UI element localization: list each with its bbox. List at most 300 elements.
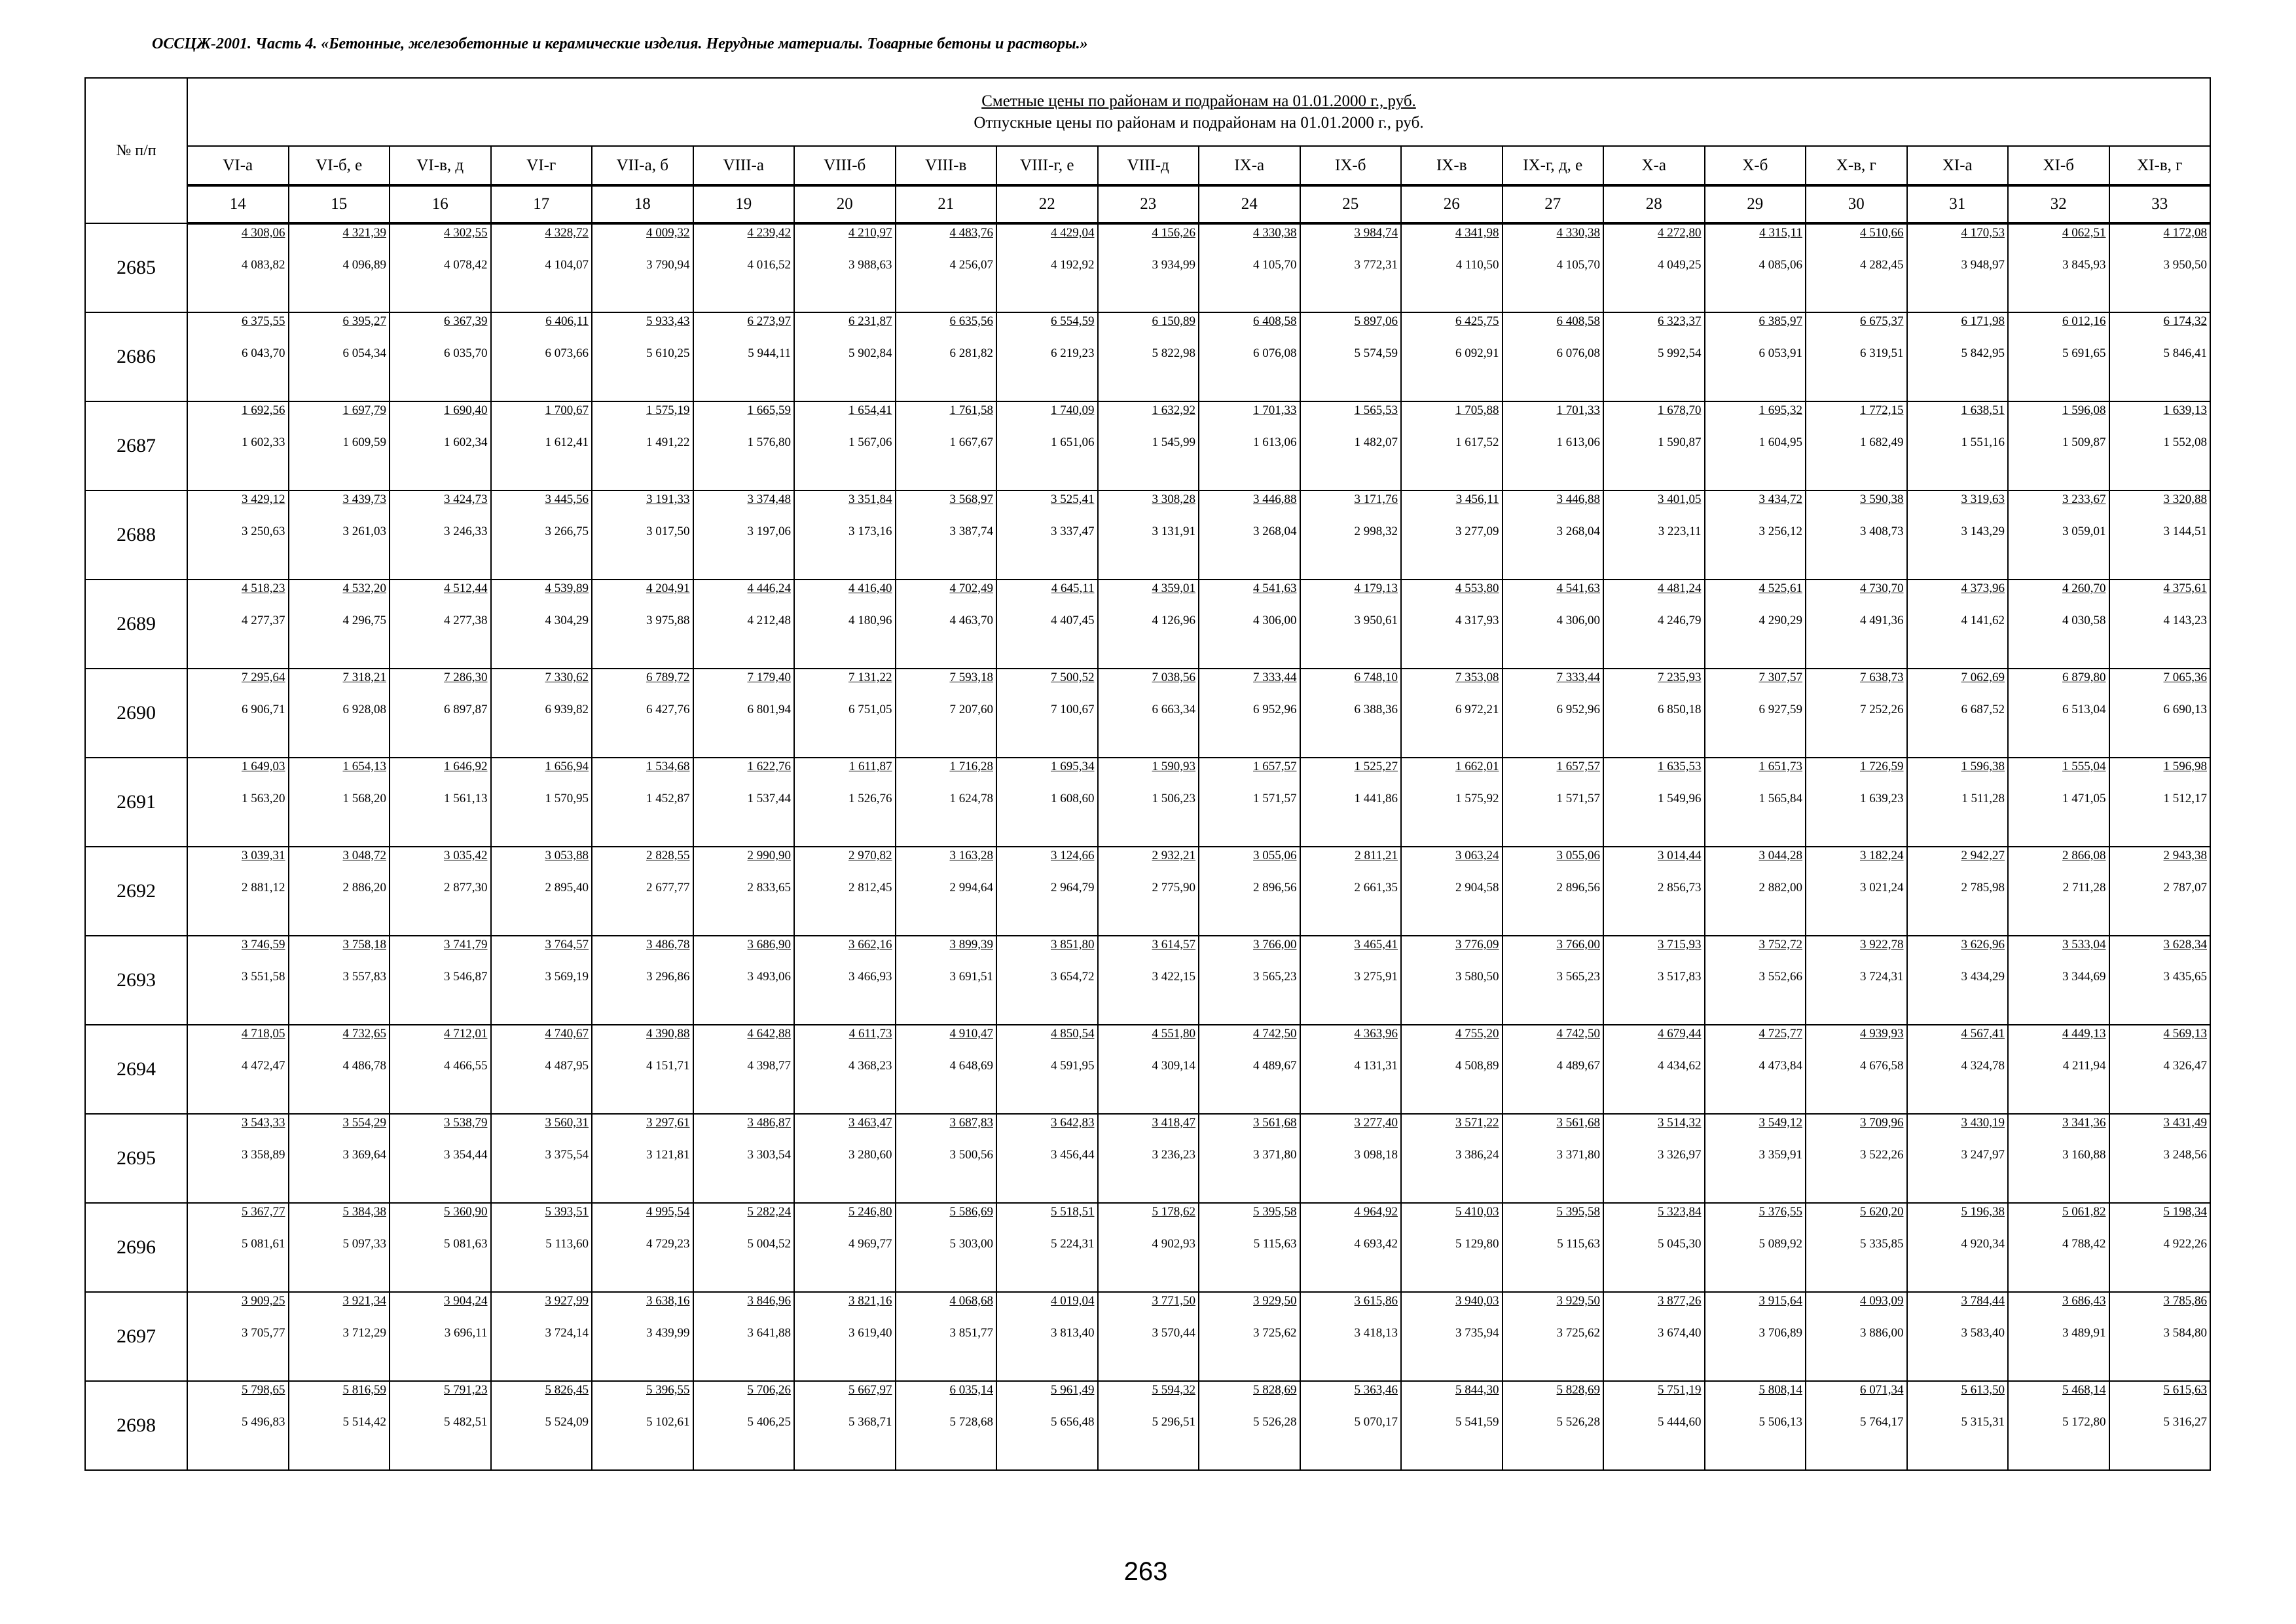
column-number: 19 (693, 185, 795, 223)
price-cell (1503, 936, 1604, 1025)
table-row (85, 312, 2210, 401)
release-price: 6 751,05 (848, 703, 892, 716)
estimated-price: 7 330,62 (545, 671, 589, 684)
estimated-price: 4 359,01 (1152, 581, 1195, 595)
release-price: 4 676,58 (1860, 1059, 1904, 1073)
estimated-price: 2 811,21 (1355, 849, 1398, 862)
release-price: 4 729,23 (646, 1237, 690, 1251)
release-price: 3 236,23 (1152, 1148, 1195, 1162)
price-cell (1503, 758, 1604, 847)
district-header: VI-а (187, 146, 289, 185)
price-cell (1503, 1381, 1604, 1470)
price-cell (996, 1381, 1098, 1470)
price-cell (996, 936, 1098, 1025)
estimated-price: 5 178,62 (1152, 1205, 1195, 1219)
estimated-price: 3 429,12 (242, 492, 285, 506)
price-cell (1199, 490, 1300, 580)
price-cell (794, 936, 896, 1025)
release-price: 3 422,15 (1152, 970, 1195, 984)
release-price: 4 083,82 (242, 258, 285, 272)
release-price: 4 277,38 (444, 614, 488, 627)
estimated-price: 6 554,59 (1051, 314, 1095, 328)
estimated-price: 4 321,39 (342, 226, 386, 240)
estimated-price: 7 179,40 (747, 671, 791, 684)
release-price: 2 661,35 (1354, 881, 1398, 895)
estimated-price: 4 068,68 (949, 1294, 993, 1308)
estimated-price: 3 053,88 (545, 849, 589, 862)
price-cell (1603, 1025, 1705, 1114)
release-price: 1 568,20 (342, 792, 386, 805)
price-cell (1907, 1292, 2009, 1381)
release-price: 4 902,93 (1152, 1237, 1195, 1251)
estimated-price: 3 039,31 (242, 849, 285, 862)
release-price: 6 388,36 (1354, 703, 1398, 716)
price-cell (1907, 401, 2009, 490)
price-cell (1603, 223, 1705, 312)
estimated-price: 3 063,24 (1455, 849, 1499, 862)
price-cell (390, 401, 491, 490)
release-price: 5 129,80 (1455, 1237, 1499, 1251)
estimated-price: 1 716,28 (949, 760, 993, 773)
price-cell (1503, 847, 1604, 936)
release-price: 3 654,72 (1051, 970, 1095, 984)
district-header: VIII-а (693, 146, 795, 185)
estimated-price: 3 465,41 (1354, 938, 1398, 951)
release-price: 2 787,07 (2163, 881, 2207, 895)
estimated-price-caption: Сметные цены по районам и подрайонам на 01.01.2000 г., руб. (981, 92, 1416, 110)
estimated-price: 6 367,39 (444, 314, 488, 328)
release-price: 5 496,83 (242, 1415, 285, 1429)
release-price: 5 526,28 (1253, 1415, 1297, 1429)
document-header: ОССЦЖ-2001. Часть 4. «Бетонные, железобетонные и керамические изделия. Нерудные материалы. Товарные бетоны и растворы.» (152, 35, 1088, 52)
price-cell (592, 1292, 693, 1381)
price-cell (1199, 1292, 1300, 1381)
price-cell (592, 758, 693, 847)
release-price: 3 247,97 (1961, 1148, 2005, 1162)
estimated-price: 4 525,61 (1758, 581, 1802, 595)
release-price: 3 418,13 (1354, 1326, 1398, 1340)
estimated-price: 1 656,94 (545, 760, 589, 773)
release-price: 3 724,14 (545, 1326, 589, 1340)
estimated-price: 3 374,48 (747, 492, 791, 506)
release-price: 4 110,50 (1455, 258, 1499, 272)
estimated-price: 5 395,58 (1556, 1205, 1600, 1219)
price-cell (1503, 490, 1604, 580)
estimated-price: 3 486,87 (747, 1116, 791, 1130)
price-cell (996, 669, 1098, 758)
price-cell (491, 669, 592, 758)
price-cell (289, 312, 390, 401)
release-price: 4 591,95 (1051, 1059, 1095, 1073)
estimated-price: 3 418,47 (1152, 1116, 1195, 1130)
price-cell (1098, 1292, 1199, 1381)
price-cell (794, 223, 896, 312)
release-price: 3 546,87 (444, 970, 488, 984)
district-header: IX-в (1401, 146, 1503, 185)
price-cell (1603, 1292, 1705, 1381)
estimated-price: 3 741,79 (444, 938, 488, 951)
price-cell (2008, 1114, 2109, 1203)
price-cell (794, 401, 896, 490)
price-cell (289, 223, 390, 312)
estimated-price: 1 695,34 (1051, 760, 1095, 773)
price-cell (491, 1025, 592, 1114)
estimated-price: 3 686,90 (747, 938, 791, 951)
estimated-price: 4 541,63 (1253, 581, 1297, 595)
estimated-price: 3 709,96 (1860, 1116, 1904, 1130)
estimated-price: 1 565,53 (1354, 403, 1398, 417)
price-cell (1603, 669, 1705, 758)
price-cell (1199, 223, 1300, 312)
estimated-price: 5 395,58 (1253, 1205, 1297, 1219)
release-price: 3 344,69 (2062, 970, 2106, 984)
estimated-price: 4 429,04 (1051, 226, 1095, 240)
price-cell (1098, 401, 1199, 490)
price-cell (1503, 312, 1604, 401)
price-cell (1503, 669, 1604, 758)
estimated-price: 3 764,57 (545, 938, 589, 951)
estimated-price: 1 555,04 (2062, 760, 2106, 773)
release-price: 3 725,62 (1253, 1326, 1297, 1340)
price-cell (1503, 1203, 1604, 1292)
price-cell (1401, 580, 1503, 669)
price-cell (491, 1292, 592, 1381)
release-price: 3 223,11 (1658, 525, 1702, 538)
price-cell (289, 1381, 390, 1470)
estimated-price: 6 748,10 (1354, 671, 1398, 684)
release-price: 1 512,17 (2163, 792, 2207, 805)
estimated-price: 3 771,50 (1152, 1294, 1195, 1308)
price-cell (794, 1203, 896, 1292)
release-price: 3 250,63 (242, 525, 285, 538)
release-price: 3 583,40 (1961, 1326, 2005, 1340)
table-body (85, 223, 2210, 1470)
estimated-price: 4 481,24 (1658, 581, 1702, 595)
release-price: 3 641,88 (747, 1326, 791, 1340)
estimated-price: 5 246,80 (848, 1205, 892, 1219)
estimated-price: 7 295,64 (242, 671, 285, 684)
release-price: 1 608,60 (1051, 792, 1095, 805)
estimated-price: 1 639,13 (2163, 403, 2207, 417)
release-price: 5 728,68 (949, 1415, 993, 1429)
column-number: 15 (289, 185, 390, 223)
release-price: 6 427,76 (646, 703, 690, 716)
release-price: 3 268,04 (1556, 525, 1600, 538)
estimated-price: 3 554,29 (342, 1116, 386, 1130)
release-price: 3 493,06 (747, 970, 791, 984)
release-price: 3 725,62 (1556, 1326, 1600, 1340)
release-price: 5 656,48 (1051, 1415, 1095, 1429)
release-price: 3 021,24 (1860, 881, 1904, 895)
release-price: 2 886,20 (342, 881, 386, 895)
release-price: 3 724,31 (1860, 970, 1904, 984)
price-cell (693, 758, 795, 847)
price-cell (390, 847, 491, 936)
release-price: 4 969,77 (848, 1237, 892, 1251)
estimated-price: 3 715,93 (1658, 938, 1702, 951)
estimated-price: 3 940,03 (1455, 1294, 1499, 1308)
release-price: 3 246,33 (444, 525, 488, 538)
release-price: 1 609,59 (342, 435, 386, 449)
price-cell (1199, 580, 1300, 669)
release-price: 3 813,40 (1051, 1326, 1095, 1340)
estimated-price: 4 260,70 (2062, 581, 2106, 595)
release-price: 4 317,93 (1455, 614, 1499, 627)
price-cell (1098, 936, 1199, 1025)
price-cell (896, 580, 997, 669)
release-price: 5 368,71 (848, 1415, 892, 1429)
price-cell (1806, 669, 1907, 758)
release-price: 4 211,94 (2062, 1059, 2106, 1073)
estimated-price: 1 726,59 (1860, 760, 1904, 773)
price-cell (390, 1203, 491, 1292)
estimated-price: 6 035,14 (949, 1383, 993, 1397)
release-price: 1 602,34 (444, 435, 488, 449)
estimated-price: 3 746,59 (242, 938, 285, 951)
release-price: 2 677,77 (646, 881, 690, 895)
estimated-price: 3 320,88 (2163, 492, 2207, 506)
district-header: X-а (1603, 146, 1705, 185)
price-cell (693, 312, 795, 401)
column-number: 23 (1098, 185, 1199, 223)
price-cell (2109, 401, 2211, 490)
price-cell (187, 1114, 289, 1203)
district-header: VIII-в (896, 146, 997, 185)
price-cell (1300, 1025, 1402, 1114)
release-price: 4 078,42 (444, 258, 488, 272)
price-caption (187, 78, 2210, 146)
price-cell (2008, 1292, 2109, 1381)
estimated-price: 7 333,44 (1253, 671, 1297, 684)
price-cell (1098, 758, 1199, 847)
release-price: 3 371,80 (1253, 1148, 1297, 1162)
price-cell (289, 1025, 390, 1114)
price-cell (1098, 669, 1199, 758)
price-cell (1098, 1203, 1199, 1292)
release-price: 1 639,23 (1860, 792, 1904, 805)
release-price: 5 097,33 (342, 1237, 386, 1251)
estimated-price: 4 740,67 (545, 1027, 589, 1041)
estimated-price: 3 561,68 (1556, 1116, 1600, 1130)
release-price: 3 435,65 (2163, 970, 2207, 984)
release-price: 4 282,45 (1860, 258, 1904, 272)
estimated-price: 1 638,51 (1961, 403, 2005, 417)
release-price: 1 552,08 (2163, 435, 2207, 449)
price-cell (1705, 1114, 1806, 1203)
estimated-price: 7 318,21 (342, 671, 386, 684)
price-cell (2109, 1025, 2211, 1114)
price-cell (187, 490, 289, 580)
estimated-price: 5 613,50 (1961, 1383, 2005, 1397)
release-price: 6 219,23 (1051, 346, 1095, 360)
table-row (85, 1025, 2210, 1114)
release-price: 3 439,99 (646, 1326, 690, 1340)
price-cell (1300, 1203, 1402, 1292)
price-cell (390, 1381, 491, 1470)
estimated-price: 6 273,97 (747, 314, 791, 328)
district-header: XI-б (2008, 146, 2109, 185)
price-cell (794, 669, 896, 758)
price-cell (896, 401, 997, 490)
release-price: 6 092,91 (1455, 346, 1499, 360)
price-cell (1705, 223, 1806, 312)
release-price: 5 992,54 (1658, 346, 1702, 360)
release-price: 5 004,52 (747, 1237, 791, 1251)
release-price: 3 256,12 (1758, 525, 1802, 538)
price-cell (1401, 1381, 1503, 1470)
release-price: 4 309,14 (1152, 1059, 1195, 1073)
price-cell (1503, 223, 1604, 312)
price-cell (2109, 669, 2211, 758)
estimated-price: 7 333,44 (1556, 671, 1600, 684)
release-price: 3 522,26 (1860, 1148, 1904, 1162)
estimated-price: 1 705,88 (1455, 403, 1499, 417)
release-price: 5 944,11 (748, 346, 791, 360)
release-price: 1 571,57 (1253, 792, 1297, 805)
release-price: 3 059,01 (2062, 525, 2106, 538)
release-price: 1 667,67 (949, 435, 993, 449)
estimated-price: 5 367,77 (242, 1205, 285, 1219)
price-cell (491, 847, 592, 936)
price-cell (1806, 847, 1907, 936)
release-price: 4 246,79 (1658, 614, 1702, 627)
estimated-price: 5 410,03 (1455, 1205, 1499, 1219)
price-cell (693, 1203, 795, 1292)
release-price: 4 407,45 (1051, 614, 1095, 627)
release-price: 4 277,37 (242, 614, 285, 627)
estimated-price: 5 620,20 (1860, 1205, 1904, 1219)
price-cell (996, 401, 1098, 490)
estimated-price: 1 700,67 (545, 403, 589, 417)
table-row (85, 1381, 2210, 1470)
estimated-price: 5 518,51 (1051, 1205, 1095, 1219)
price-cell (794, 580, 896, 669)
price-cell (693, 669, 795, 758)
release-price: 5 113,60 (545, 1237, 589, 1251)
column-number: 33 (2109, 185, 2211, 223)
estimated-price: 3 319,63 (1961, 492, 2005, 506)
price-cell (1907, 1025, 2009, 1114)
price-cell (1907, 936, 2009, 1025)
price-cell (1401, 1292, 1503, 1381)
estimated-price: 3 561,68 (1253, 1116, 1297, 1130)
estimated-price: 7 235,93 (1658, 671, 1702, 684)
release-price: 1 604,95 (1758, 435, 1802, 449)
price-cell (592, 223, 693, 312)
estimated-price: 4 172,08 (2163, 226, 2207, 240)
release-price: 4 256,07 (949, 258, 993, 272)
estimated-price: 1 651,73 (1758, 760, 1802, 773)
price-cell (1098, 1025, 1199, 1114)
release-price: 5 842,95 (1961, 346, 2005, 360)
price-cell (1300, 401, 1402, 490)
price-cell (1705, 758, 1806, 847)
price-cell (390, 223, 491, 312)
release-price: 6 939,82 (545, 703, 589, 716)
price-cell (390, 490, 491, 580)
price-cell (2109, 1292, 2211, 1381)
estimated-price: 3 904,24 (444, 1294, 488, 1308)
estimated-price: 6 425,75 (1455, 314, 1499, 328)
release-price: 6 281,82 (949, 346, 993, 360)
release-price: 4 049,25 (1658, 258, 1702, 272)
estimated-price: 3 401,05 (1658, 492, 1702, 506)
release-price: 2 881,12 (242, 881, 285, 895)
row-number: 2694 (85, 1025, 187, 1114)
price-cell (187, 401, 289, 490)
release-price: 3 261,03 (342, 525, 386, 538)
release-price: 5 045,30 (1658, 1237, 1702, 1251)
price-cell (289, 1114, 390, 1203)
release-price: 3 371,80 (1556, 1148, 1600, 1162)
price-cell (1603, 758, 1705, 847)
estimated-price: 1 701,33 (1556, 403, 1600, 417)
estimated-price: 1 761,58 (949, 403, 993, 417)
release-price: 3 565,23 (1556, 970, 1600, 984)
release-price: 2 856,73 (1658, 881, 1702, 895)
estimated-price: 7 353,08 (1455, 671, 1499, 684)
estimated-price: 3 628,34 (2163, 938, 2207, 951)
estimated-price: 3 163,28 (949, 849, 993, 862)
estimated-price: 3 233,67 (2062, 492, 2106, 506)
estimated-price: 1 690,40 (444, 403, 488, 417)
release-price: 4 491,36 (1860, 614, 1904, 627)
price-cell (187, 580, 289, 669)
estimated-price: 5 396,55 (646, 1383, 690, 1397)
release-price: 3 948,97 (1961, 258, 2005, 272)
release-price: 1 511,28 (1961, 792, 2005, 805)
price-cell (592, 1114, 693, 1203)
release-price: 5 444,60 (1658, 1415, 1702, 1429)
price-cell (2008, 490, 2109, 580)
estimated-price: 4 315,11 (1759, 226, 1802, 240)
price-cell (390, 669, 491, 758)
price-cell (896, 1381, 997, 1470)
estimated-price: 4 679,44 (1658, 1027, 1702, 1041)
price-cell (1503, 1292, 1604, 1381)
estimated-price: 1 695,32 (1758, 403, 1802, 417)
estimated-price: 5 594,32 (1152, 1383, 1195, 1397)
release-price: 4 131,31 (1354, 1059, 1398, 1073)
release-price: 1 551,16 (1961, 435, 2005, 449)
release-price: 6 952,96 (1556, 703, 1600, 716)
estimated-price: 3 456,11 (1455, 492, 1499, 506)
estimated-price: 3 055,06 (1253, 849, 1297, 862)
release-price: 4 508,89 (1455, 1059, 1499, 1073)
estimated-price: 6 408,58 (1556, 314, 1600, 328)
row-number: 2687 (85, 401, 187, 490)
release-price: 5 115,63 (1253, 1237, 1297, 1251)
estimated-price: 5 826,45 (545, 1383, 589, 1397)
estimated-price: 3 615,86 (1354, 1294, 1398, 1308)
estimated-price: 1 740,09 (1051, 403, 1095, 417)
price-cell (187, 758, 289, 847)
price-cell (996, 490, 1098, 580)
estimated-price: 4 272,80 (1658, 226, 1702, 240)
estimated-price: 4 611,73 (848, 1027, 892, 1041)
estimated-price: 3 758,18 (342, 938, 386, 951)
estimated-price: 4 569,13 (2163, 1027, 2207, 1041)
release-price: 3 375,54 (545, 1148, 589, 1162)
estimated-price: 4 742,50 (1253, 1027, 1297, 1041)
price-cell (491, 936, 592, 1025)
release-price: 3 975,88 (646, 614, 690, 627)
estimated-price: 4 551,80 (1152, 1027, 1195, 1041)
release-price: 3 569,19 (545, 970, 589, 984)
price-cell (693, 401, 795, 490)
release-price: 3 886,00 (1860, 1326, 1904, 1340)
estimated-price: 5 961,49 (1051, 1383, 1095, 1397)
